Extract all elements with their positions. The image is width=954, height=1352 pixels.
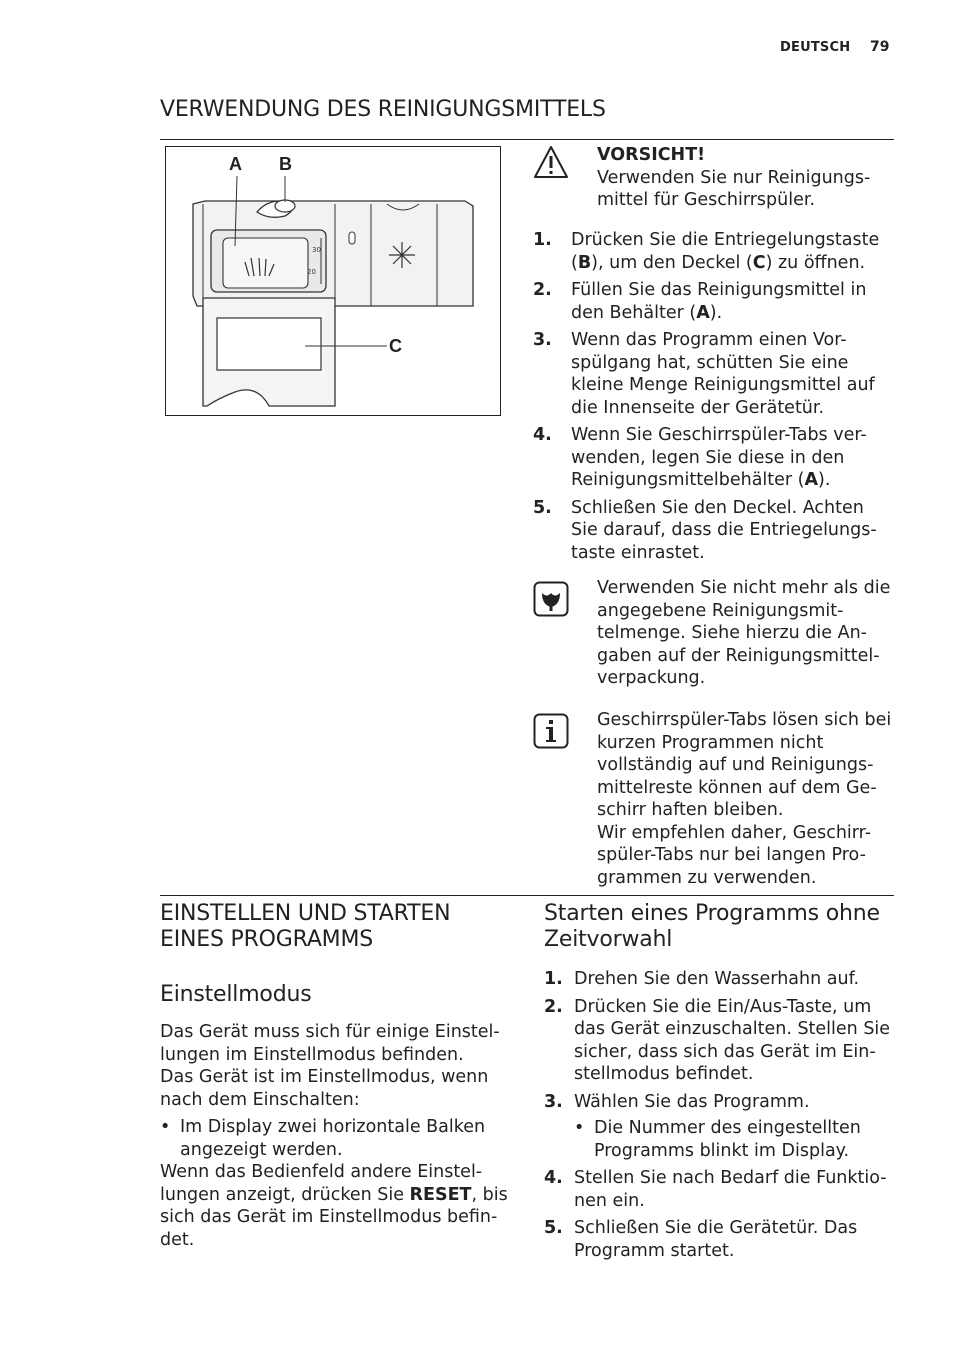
paragraph-text: , bis sich das Gerät im Einstellmodus befin-det. xyxy=(160,1184,508,1250)
step-ref: A xyxy=(804,470,819,490)
subsection-title-setting-mode: Einstellmodus xyxy=(160,982,312,1007)
bullet-item: • Im Display zwei horizontale Balken angezeigt werden. xyxy=(160,1116,510,1161)
section-title-line: Starten eines Programms ohne xyxy=(544,901,880,926)
info-note-text-2: Wir empfehlen daher, Geschirr-spüler-Tabs nur bei langen Pro-grammen zu verwenden. xyxy=(597,822,872,888)
dispenser-illustration xyxy=(165,146,501,416)
step-text: Wenn Sie Geschirrspüler-Tabs ver-wenden, legen Sie diese in den Reinigungsmittelbehälter ( xyxy=(571,425,867,490)
section-rule-2 xyxy=(160,895,894,896)
step-number: 3. xyxy=(533,330,552,350)
list-item xyxy=(533,497,888,565)
figure-label-a: A xyxy=(229,154,242,174)
paragraph-text: Wenn das Bedienfeld andere Einstel-lungen anzeigt, drücken Sie xyxy=(160,1162,483,1205)
page-number: 79 xyxy=(870,39,890,55)
environment-note-text: Verwenden Sie nicht mehr als die angegebene Reinigungsmit-telmenge. Siehe hierzu die An-gaben auf der Reinigungsmittel-verpackung. xyxy=(597,578,891,688)
step-number: 5. xyxy=(533,497,552,518)
step-text: Schließen Sie die Gerätetür. Das Programm startet. xyxy=(574,1218,858,1261)
step-number: 4. xyxy=(544,1168,563,1188)
section-title-detergent: VERWENDUNG DES REINIGUNGSMITTELS xyxy=(160,97,606,122)
step-text: Drücken Sie die Ein/Aus-Taste, um das Gerät einzuschalten. Stellen Sie sicher, dass sich das Gerät im Ein-stellmodus befindet. xyxy=(574,996,891,1084)
step-text: Schließen Sie den Deckel. Achten Sie darauf, dass die Entriegelungs-taste einrastet. xyxy=(571,497,877,563)
step-text: Stellen Sie nach Bedarf die Funktio-nen ein. xyxy=(574,1168,887,1211)
step-number: 5. xyxy=(544,1218,563,1238)
section-title-start-program xyxy=(544,901,904,953)
step-text: Wählen Sie das Programm. xyxy=(574,1091,810,1112)
info-note-text-1: Geschirrspüler-Tabs lösen sich bei kurzen Programmen nicht vollständig auf und Reinigungs-mittelreste können auf dem Ge-schirr haften bleiben. xyxy=(597,710,892,820)
list-item xyxy=(544,1217,892,1262)
list-item xyxy=(544,1091,892,1163)
step-text: ) zu öffnen. xyxy=(765,252,866,273)
caution-title: VORSICHT! xyxy=(597,145,706,165)
warning-triangle-icon xyxy=(533,144,569,180)
scale-20-label: 20 xyxy=(307,268,316,276)
detergent-steps-list xyxy=(533,229,888,569)
step-text: ), um den Deckel ( xyxy=(591,252,753,273)
step-ref: C xyxy=(752,252,766,273)
list-item xyxy=(533,329,888,419)
step-text: Füllen Sie das Reinigungsmittel in den Behälter ( xyxy=(571,280,867,323)
paragraph: Das Gerät muss sich für einige Einstel-lungen im Einstellmodus befinden. xyxy=(160,1022,500,1065)
step-text: Wenn das Programm einen Vor-spülgang hat, schütten Sie eine kleine Menge Reinigungsmittel auf die Innenseite der Gerätetür. xyxy=(571,330,875,418)
caution-notice xyxy=(533,144,893,214)
step-text: Drehen Sie den Wasserhahn auf. xyxy=(574,969,860,989)
section-rule-1 xyxy=(160,139,894,140)
caution-text: Verwenden Sie nur Reinigungs-mittel für Geschirrspüler. xyxy=(597,167,871,210)
reset-key-label: RESET xyxy=(409,1184,472,1205)
step-number: 2. xyxy=(544,996,563,1017)
section-title-settings xyxy=(160,901,520,953)
section-title-line: EINES PROGRAMMS xyxy=(160,927,373,952)
paragraph xyxy=(160,1161,510,1251)
list-item xyxy=(544,968,892,991)
list-item xyxy=(533,279,888,324)
step-number: 3. xyxy=(544,1091,563,1112)
environment-notice xyxy=(533,577,893,697)
list-item xyxy=(544,1167,892,1212)
info-icon xyxy=(533,713,569,749)
scale-30-label: 30 xyxy=(312,246,321,254)
figure-label-b: B xyxy=(279,154,292,174)
step-number: 1. xyxy=(544,969,563,989)
step-text: ). xyxy=(709,302,723,323)
start-program-steps-list xyxy=(544,968,892,1267)
paragraph: Das Gerät ist im Einstellmodus, wenn nach dem Einschalten: xyxy=(160,1067,489,1110)
step-number: 2. xyxy=(533,280,552,300)
sub-bullet-item: • Die Nummer des eingestellten Programms blinkt im Display. xyxy=(574,1117,892,1162)
environment-leaf-icon xyxy=(533,581,569,617)
dispenser-figure xyxy=(165,146,501,416)
step-text: ). xyxy=(818,470,831,490)
step-ref: B xyxy=(577,252,592,273)
list-item xyxy=(533,424,888,492)
setting-mode-content xyxy=(160,1021,510,1251)
list-item xyxy=(533,229,888,274)
list-item xyxy=(544,996,892,1086)
figure-label-c: C xyxy=(389,336,402,356)
section-title-line: EINSTELLEN UND STARTEN xyxy=(160,901,451,926)
info-notice xyxy=(533,709,893,889)
step-ref: A xyxy=(696,302,710,323)
step-text: Drücken Sie die Entriegelungstaste ( xyxy=(571,230,880,273)
step-number: 4. xyxy=(533,425,552,445)
section-title-line: Zeitvorwahl xyxy=(544,927,673,952)
step-number: 1. xyxy=(533,230,552,250)
header-language: DEUTSCH xyxy=(780,40,851,55)
